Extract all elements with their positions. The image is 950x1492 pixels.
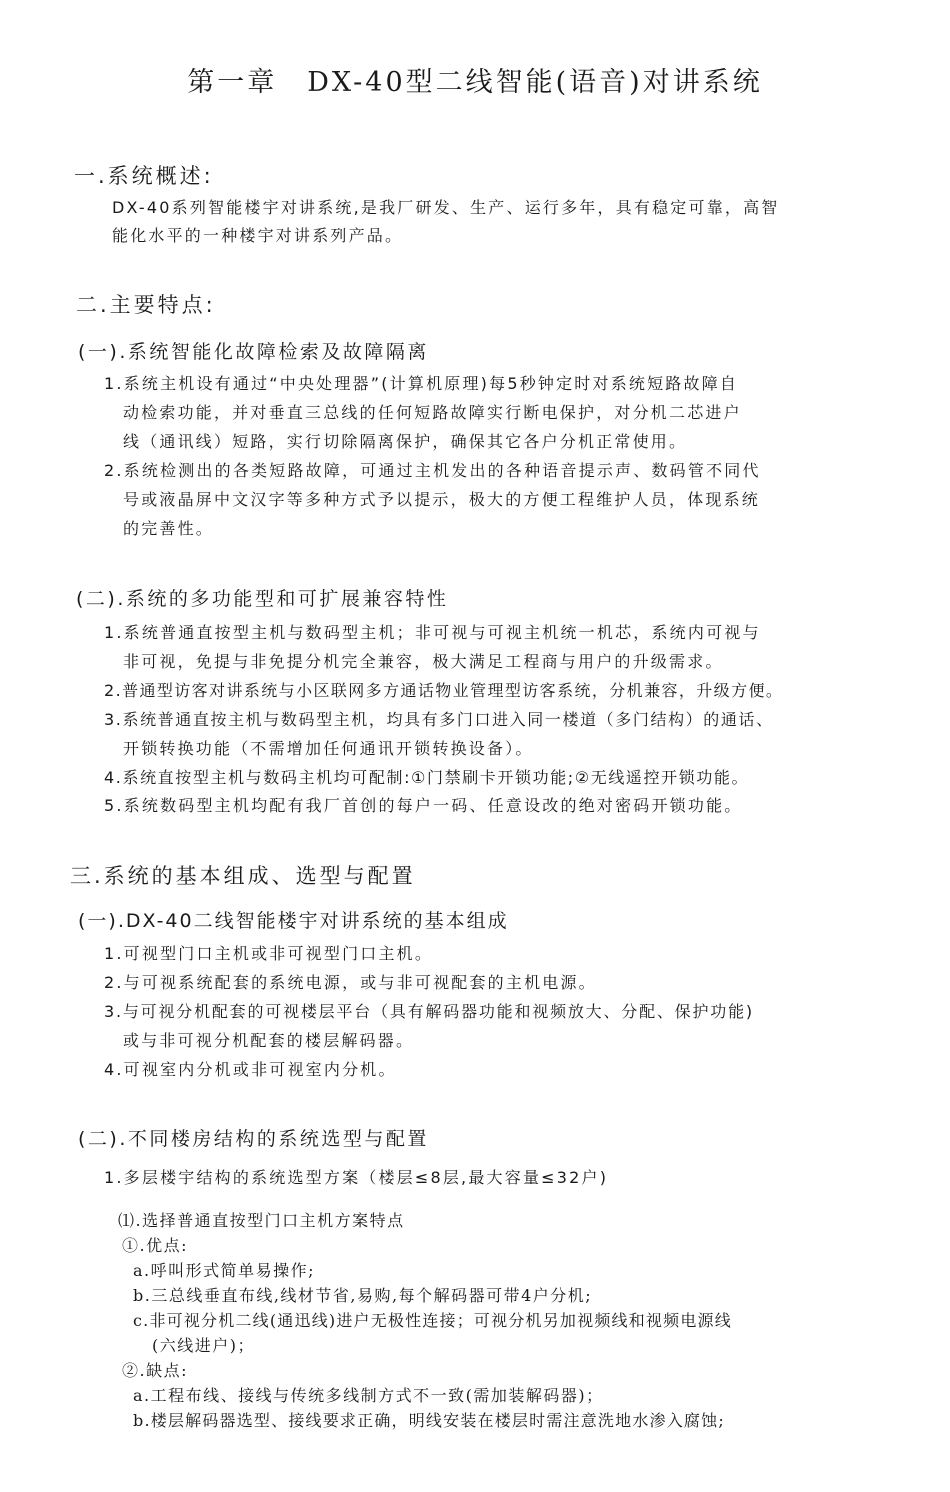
list-item-line: 2.系统检测出的各类短路故障，可通过主机发出的各种语音提示声、数码管不同代 xyxy=(104,461,761,480)
list-item-line: 非可视，免提与非免提分机完全兼容，极大满足工程商与用户的升级需求。 xyxy=(123,652,724,671)
list-item-line: 5.系统数码型主机均配有我厂首创的每户一码、任意设改的绝对密码开锁功能。 xyxy=(104,796,743,815)
list-item-line: 1.可视型门口主机或非可视型门口主机。 xyxy=(104,944,434,963)
pros-item-cont: (六线进户)； xyxy=(152,1336,255,1355)
list-item-line: 4.可视室内分机或非可视室内分机。 xyxy=(104,1060,397,1079)
pros-item: a.呼叫形式简单易操作; xyxy=(133,1261,316,1280)
list-item-line: 动检索功能，并对垂直三总线的任何短路故障实行断电保护，对分机二芯进户 xyxy=(123,403,742,422)
list-item-line: 线（通讯线）短路，实行切除隔离保护，确保其它各户分机正常使用。 xyxy=(123,432,688,451)
section-1-line: 能化水平的一种楼宇对讲系列产品。 xyxy=(112,226,404,245)
subsection-2-2-heading: (二).系统的多功能型和可扩展兼容特性 xyxy=(76,588,449,610)
section-2-heading: 二.主要特点: xyxy=(76,293,216,317)
list-item-line: 1.多层楼宇结构的系统选型方案（楼层≤8层,最大容量≤32户) xyxy=(104,1168,609,1187)
cons-heading: ②.缺点: xyxy=(122,1361,188,1380)
cons-item: b.楼层解码器选型、接线要求正确，明线安装在楼层时需注意洗地水渗入腐蚀; xyxy=(133,1411,725,1430)
list-item-line: 号或液晶屏中文汉字等多种方式予以提示，极大的方便工程维护人员，体现系统 xyxy=(123,490,761,509)
subsection-3-2-heading: (二).不同楼房结构的系统选型与配置 xyxy=(78,1128,429,1150)
list-item-line: 或与非可视分机配套的楼层解码器。 xyxy=(123,1031,415,1050)
cons-item: a.工程布线、接线与传统多线制方式不一致(需加装解码器)； xyxy=(133,1386,604,1405)
subsection-2-1-heading: (一).系统智能化故障检索及故障隔离 xyxy=(78,341,429,363)
plan-heading: ⑴.选择普通直按型门口主机方案特点 xyxy=(118,1211,405,1230)
list-item-line: 4.系统直按型主机与数码主机均可配制:①门禁刷卡开锁功能;②无线遥控开锁功能。 xyxy=(104,768,750,787)
list-item-line: 开锁转换功能（不需增加任何通讯开锁转换设备）。 xyxy=(123,739,534,758)
section-3-heading: 三.系统的基本组成、选型与配置 xyxy=(70,864,416,888)
list-item-line: 3.与可视分机配套的可视楼层平台（具有解码器功能和视频放大、分配、保护功能) xyxy=(104,1002,754,1021)
list-item-line: 的完善性。 xyxy=(123,519,215,538)
pros-item: c.非可视分机二线(通迅线)进户无极性连接；可视分机另加视频线和视频电源线 xyxy=(133,1311,732,1330)
section-1-heading: 一.系统概述: xyxy=(74,164,214,188)
list-item-line: 1.系统主机设有通过“中央处理器”(计算机原理)每5秒钟定时对系统短路故障自 xyxy=(104,374,739,393)
list-item-line: 2.与可视系统配套的系统电源，或与非可视配套的主机电源。 xyxy=(104,973,597,992)
pros-item: b.三总线垂直布线,线材节省,易购,每个解码器可带4户分机; xyxy=(133,1286,593,1305)
list-item-line: 3.系统普通直按主机与数码型主机，均具有多门口进入同一楼道（多门结构）的通话、 xyxy=(104,710,774,729)
section-1-line: DX-40系列智能楼宇对讲系统,是我厂研发、生产、运行多年，具有稳定可靠，高智 xyxy=(112,198,780,217)
list-item-line: 1.系统普通直按型主机与数码型主机；非可视与可视主机统一机芯，系统内可视与 xyxy=(104,623,761,642)
list-item-line: 2.普通型访客对讲系统与小区联网多方通话物业管理型访客系统，分机兼容，升级方便。 xyxy=(104,681,784,700)
pros-heading: ①.优点: xyxy=(122,1236,188,1255)
subsection-3-1-heading: (一).DX-40二线智能楼宇对讲系统的基本组成 xyxy=(78,910,509,932)
chapter-title: 第一章 DX-40型二线智能(语音)对讲系统 xyxy=(187,67,763,98)
